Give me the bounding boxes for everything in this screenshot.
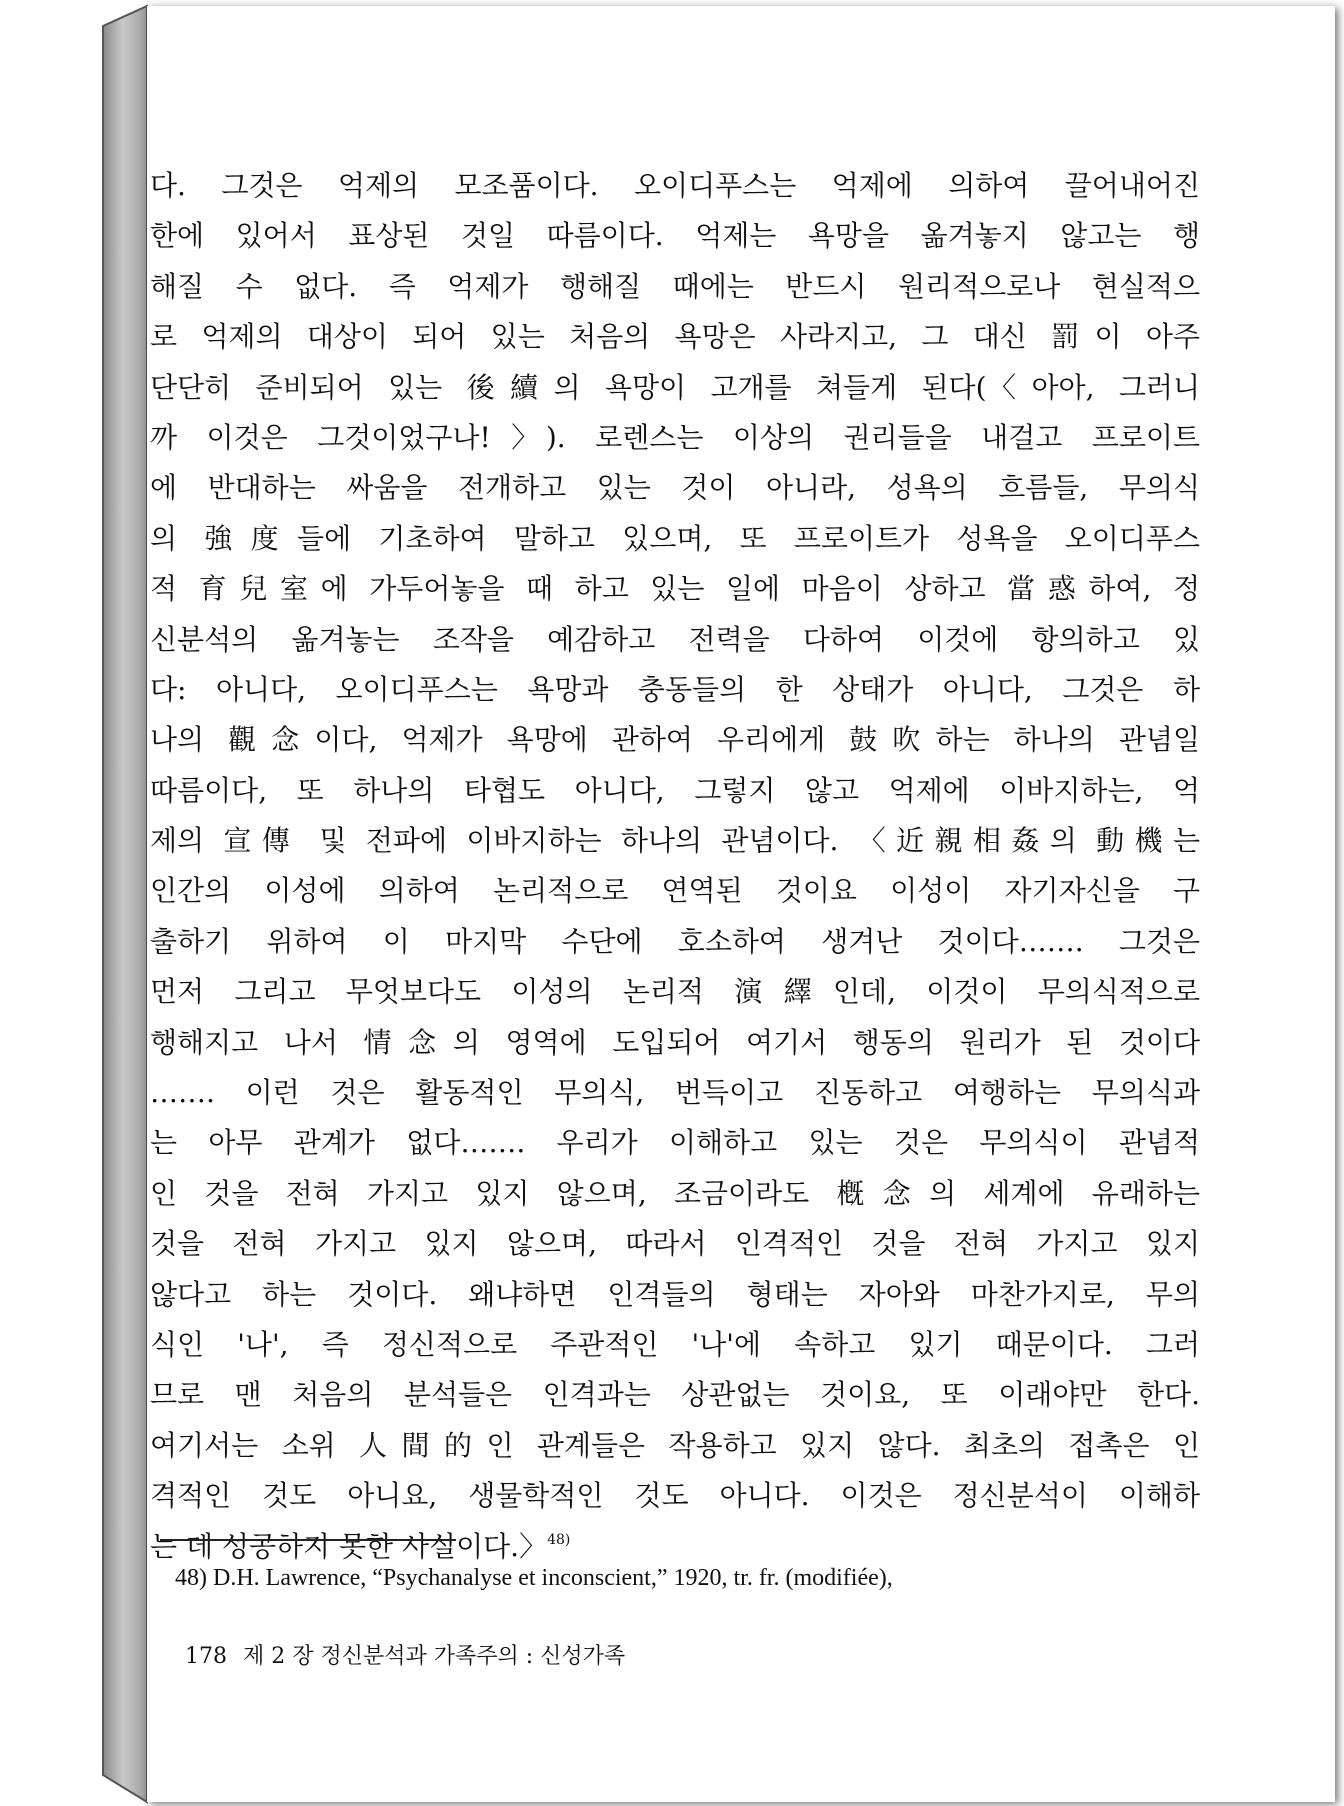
body-line: 로 억제의 대상이 되어 있는 처음의 욕망은 사라지고, 그 대신 罰이 아주 <box>150 320 1200 354</box>
page-stack-edge <box>0 0 150 1806</box>
body-line: 따름이다, 또 하나의 타협도 아니다, 그렇지 않고 억제에 이바지하는, 억 <box>150 773 1200 807</box>
body-line-text: 는 데 성공하지 못한 사실이다.〉 <box>150 1529 548 1563</box>
body-line: 격적인 것도 아니요, 생물학적인 것도 아니다. 이것은 정신분석이 이해하 <box>150 1479 1200 1513</box>
body-line: 적 育兒室에 가두어놓을 때 하고 있는 일에 마음이 상하고 當惑하여, 정 <box>150 572 1200 606</box>
body-line: 않다고 하는 것이다. 왜냐하면 인격들의 형태는 자아와 마찬가지로, 무의 <box>150 1277 1200 1311</box>
body-line: 의 強度들에 기초하여 말하고 있으며, 또 프로이트가 성욕을 오이디푸스 <box>150 521 1200 555</box>
body-line: 단단히 준비되어 있는 後續의 욕망이 고개를 쳐들게 된다(〈아아, 그러니 <box>150 370 1200 404</box>
body-line: 식인 '나', 즉 정신적으로 주관적인 '나'에 속하고 있기 때문이다. 그러 <box>150 1327 1200 1361</box>
body-line: 해질 수 없다. 즉 억제가 행해질 때에는 반드시 원리적으로나 현실적으 <box>150 269 1200 303</box>
footnote-divider <box>160 1539 456 1541</box>
footnote-reference: 48) <box>547 1531 571 1548</box>
body-line: 므로 맨 처음의 분석들은 인격과는 상관없는 것이요, 또 이래야만 한다. <box>150 1378 1200 1412</box>
body-line: 여기서는 소위 人間的인 관계들은 작용하고 있지 않다. 최초의 접촉은 인 <box>150 1428 1200 1462</box>
footnote-48: 48) D.H. Lawrence, “Psychanalyse et inconscient,” 1920, tr. fr. (modifiée), <box>175 1565 893 1591</box>
body-line: 는 아무 관계가 없다……. 우리가 이해하고 있는 것은 무의식이 관념적 <box>150 1126 1200 1160</box>
body-line: 행해지고 나서 情念의 영역에 도입되어 여기서 행동의 원리가 된 것이다 <box>150 1025 1200 1059</box>
body-line: 것을 전혀 가지고 있지 않으며, 따라서 인격적인 것을 전혀 가지고 있지 <box>150 1227 1200 1261</box>
body-line: 제의 宣傳 및 전파에 이바지하는 하나의 관념이다. 〈近親相姦의 動機는 <box>150 824 1200 858</box>
body-line: 출하기 위하여 이 마지막 수단에 호소하여 생겨난 것이다……. 그것은 <box>150 924 1200 958</box>
body-line: 나의 觀念이다, 억제가 욕망에 관하여 우리에게 鼓吹하는 하나의 관념일 <box>150 723 1200 757</box>
body-line: 까 이것은 그것이었구나!〉). 로렌스는 이상의 권리들을 내걸고 프로이트 <box>150 420 1200 454</box>
body-line: ……. 이런 것은 활동적인 무의식, 번득이고 진동하고 여행하는 무의식과 <box>150 1076 1200 1110</box>
page-footer <box>185 1637 625 1677</box>
body-line: 인 것을 전혀 가지고 있지 않으며, 조금이라도 槪念의 세계에 유래하는 <box>150 1176 1200 1210</box>
body-line: 다: 아니다, 오이디푸스는 욕망과 충동들의 한 상태가 아니다, 그것은 하 <box>150 672 1200 706</box>
body-line: 신분석의 옮겨놓는 조작을 예감하고 전력을 다하여 이것에 항의하고 있 <box>150 622 1200 656</box>
body-line: 다. 그것은 억제의 모조품이다. 오이디푸스는 억제에 의하여 끌어내어진 <box>150 169 1200 202</box>
body-text <box>150 161 1200 1572</box>
running-footer-chapter: 제 2 장 정신분석과 가족주의 : 신성가족 <box>243 1644 626 1669</box>
body-line: 먼저 그리고 무엇보다도 이성의 논리적 演繹인데, 이것이 무의식적으로 <box>150 975 1200 1009</box>
body-line: 인간의 이성에 의하여 논리적으로 연역된 것이요 이성이 자기자신을 구 <box>150 874 1200 908</box>
body-line: 한에 있어서 표상된 것일 따름이다. 억제는 욕망을 옮겨놓지 않고는 행 <box>150 219 1200 253</box>
page-number: 178 <box>185 1644 227 1669</box>
body-line: 에 반대하는 싸움을 전개하고 있는 것이 아니라, 성욕의 흐름들, 무의식 <box>150 471 1200 505</box>
